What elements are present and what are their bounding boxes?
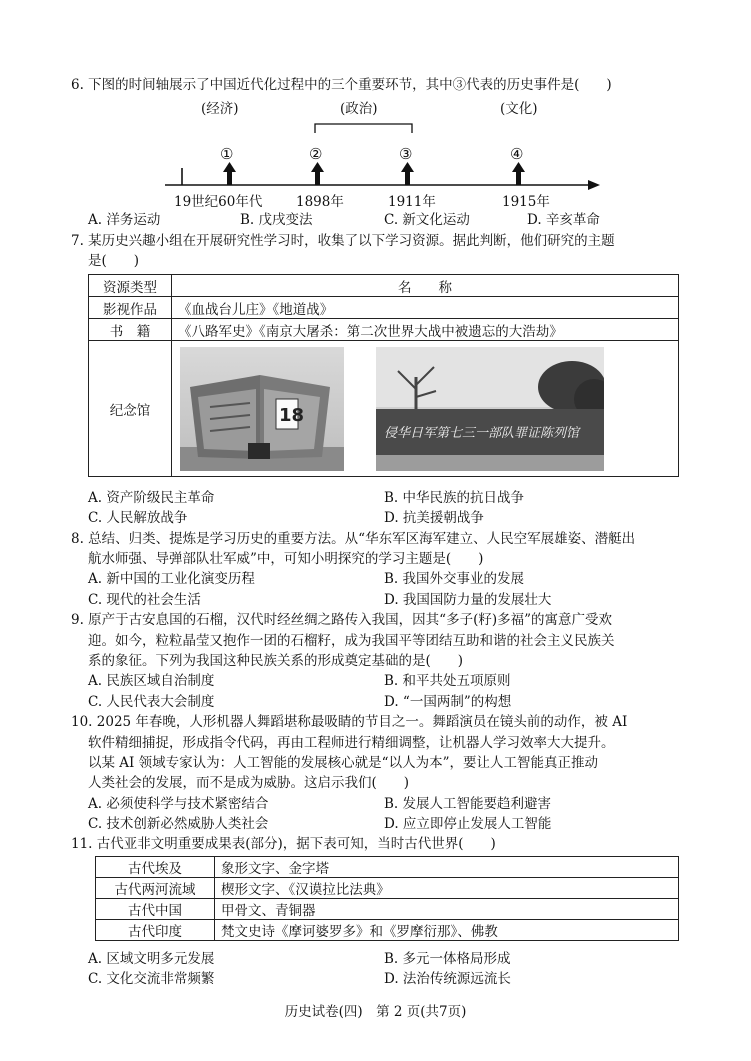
table-row — [89, 297, 679, 319]
civ-achievements: 甲骨文、青铜器 — [215, 899, 679, 920]
civ-name: 古代中国 — [96, 899, 215, 920]
q11-option-b[interactable]: B. 多元一体格局形成 — [384, 951, 511, 967]
timeline-arrow-3 — [401, 162, 414, 185]
q6-marker-2: ② — [309, 145, 323, 163]
q6-option-c[interactable]: C. 新文化运动 — [384, 212, 470, 228]
q10-stem-line2: 软件精细捕捉，形成指令代码，再由工程师进行精细调整，让机器人学习效率大大提升。 — [88, 735, 615, 751]
q7-option-d[interactable]: D. 抗美援朝战争 — [384, 510, 484, 526]
civ-name: 古代印度 — [96, 920, 215, 941]
table-header-row — [89, 275, 679, 297]
q11-option-a[interactable]: A. 区域文明多元发展 — [88, 951, 215, 967]
q6-marker-3: ③ — [399, 145, 413, 163]
q7-stem-line1: 7. 某历史兴趣小组在开展研究性学习时，收集了以下学习资源。据此判断，他们研究的主题 — [71, 233, 615, 249]
civ-name: 古代两河流域 — [96, 878, 215, 899]
q6-label-culture: (文化) — [500, 101, 538, 117]
row-type-film: 影视作品 — [89, 297, 172, 319]
q6-option-a[interactable]: A. 洋务运动 — [88, 212, 161, 228]
q6-date-1: 19世纪60年代 — [174, 194, 263, 210]
table-row — [89, 341, 679, 477]
q6-label-politics: (政治) — [340, 101, 378, 117]
q10-option-b[interactable]: B. 发展人工智能要趋利避害 — [384, 796, 552, 812]
timeline-arrow-1 — [223, 162, 236, 185]
q11-stem: 11. 古代亚非文明重要成果表(部分)，据下表可知，当时古代世界( ) — [71, 836, 496, 852]
q9-stem-line2: 迎。如今，粒粒晶莹又抱作一团的石榴籽，成为我国平等团结互助和谐的社会主义民族关 — [88, 633, 615, 649]
q9-stem-line1: 9. 原产于古安息国的石榴，汉代时经丝绸之路传入我国，因其“多子(籽)多福”的寓意广受欢 — [71, 612, 613, 628]
table-row — [89, 319, 679, 341]
row-type-book: 书 籍 — [89, 319, 172, 341]
q6-date-2: 1898年 — [296, 194, 344, 210]
q6-marker-1: ① — [220, 145, 234, 163]
q9-option-c[interactable]: C. 人民代表大会制度 — [88, 694, 215, 710]
table-row — [96, 920, 679, 941]
q9-option-d[interactable]: D. “一国两制”的构想 — [384, 694, 512, 710]
memorial-photo-1 — [180, 347, 344, 471]
q6-stem: 6. 下图的时间轴展示了中国近代化过程中的三个重要环节，其中③代表的历史事件是( ) — [71, 77, 612, 93]
q7-resource-table — [88, 274, 679, 477]
q6-label-economy: (经济) — [201, 101, 239, 117]
timeline-arrow-2 — [311, 162, 324, 185]
table-row — [96, 878, 679, 899]
q6-option-b[interactable]: B. 戊戌变法 — [240, 212, 313, 228]
q6-date-3: 1911年 — [388, 194, 436, 210]
table-row — [96, 899, 679, 920]
q8-option-b[interactable]: B. 我国外交事业的发展 — [384, 571, 525, 587]
header-name: 名 称 — [172, 275, 679, 297]
row-memorial-photos — [172, 341, 679, 477]
q9-stem-line3: 系的象征。下列为我国这种民族关系的形成奠定基础的是( ) — [88, 653, 464, 669]
q11-civilization-table — [95, 856, 679, 941]
q8-option-d[interactable]: D. 我国国防力量的发展壮大 — [384, 592, 552, 608]
civ-name: 古代埃及 — [96, 857, 215, 878]
header-type: 资源类型 — [89, 275, 172, 297]
row-type-memorial: 纪念馆 — [89, 341, 172, 477]
civ-achievements: 梵文史诗《摩诃婆罗多》和《罗摩衍那》、佛教 — [215, 920, 679, 941]
q9-option-a[interactable]: A. 民族区域自治制度 — [88, 673, 215, 689]
q6-date-4: 1915年 — [502, 194, 550, 210]
q10-stem-line4: 人类社会的发展，而不是成为威胁。这启示我们( ) — [88, 775, 410, 791]
table-row — [96, 857, 679, 878]
q10-option-c[interactable]: C. 技术创新必然威胁人类社会 — [88, 816, 269, 832]
page-footer: 历史试卷(四) 第 2 页(共7页) — [284, 1004, 467, 1020]
q8-stem-line1: 8. 总结、归类、提炼是学习历史的重要方法。从“华东军区海军建立、人民空军展雄姿、潜艇出 — [71, 531, 636, 547]
memorial-photo-2 — [376, 347, 604, 471]
q8-option-a[interactable]: A. 新中国的工业化演变历程 — [88, 571, 255, 587]
q11-option-d[interactable]: D. 法治传统源远流长 — [384, 971, 511, 987]
q10-option-a[interactable]: A. 必须使科学与技术紧密结合 — [88, 796, 269, 812]
civ-achievements: 象形文字、金字塔 — [215, 857, 679, 878]
svg-text:18: 18 — [279, 404, 305, 426]
timeline-arrowhead — [588, 180, 600, 190]
timeline-arrow-4 — [512, 162, 525, 185]
q10-stem-line1: 10. 2025 年春晚，人形机器人舞蹈堪称最吸睛的节目之一。舞蹈演员在镜头前的动作，被 AI — [71, 714, 628, 730]
q10-stem-line3: 以某 AI 领域专家认为：人工智能的发展核心就是“以人为本”，要让人工智能真正推动 — [88, 755, 598, 771]
row-name-book: 《八路军史》《南京大屠杀：第二次世界大战中被遗忘的大浩劫》 — [172, 319, 679, 341]
row-name-film: 《血战台儿庄》《地道战》 — [172, 297, 679, 319]
q7-option-a[interactable]: A. 资产阶级民主革命 — [88, 490, 215, 506]
q9-option-b[interactable]: B. 和平共处五项原则 — [384, 673, 511, 689]
q8-option-c[interactable]: C. 现代的社会生活 — [88, 592, 201, 608]
civ-achievements: 楔形文字、《汉谟拉比法典》 — [215, 878, 679, 899]
q7-stem-line2: 是( ) — [88, 253, 140, 269]
q10-option-d[interactable]: D. 应立即停止发展人工智能 — [384, 816, 552, 832]
q7-option-b[interactable]: B. 中华民族的抗日战争 — [384, 490, 525, 506]
q6-marker-4: ④ — [510, 145, 524, 163]
q8-stem-line2: 航水师强、导弹部队壮军威”中，可知小明探究的学习主题是( ) — [88, 551, 484, 567]
q11-option-c[interactable]: C. 文化交流非常频繁 — [88, 971, 215, 987]
memorial-sign-text: 侵华日军第七三一部队罪证陈列馆 — [384, 425, 580, 441]
politics-bracket — [315, 124, 412, 133]
q7-option-c[interactable]: C. 人民解放战争 — [88, 510, 188, 526]
q6-option-d[interactable]: D. 辛亥革命 — [527, 212, 600, 228]
